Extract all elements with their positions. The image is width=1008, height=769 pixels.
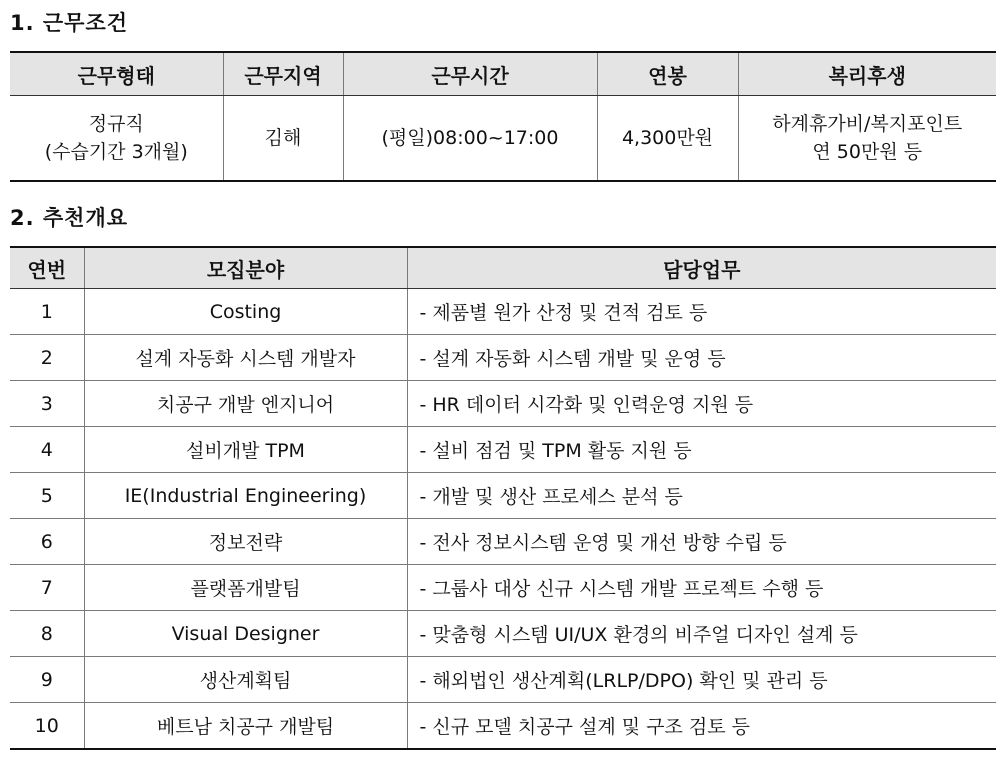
work-location: 김해 — [223, 96, 343, 182]
serial-number: 6 — [10, 519, 84, 565]
table-row — [10, 381, 996, 427]
serial-number: 7 — [10, 565, 84, 611]
header-benefits: 복리후생 — [738, 52, 996, 96]
table-row — [10, 565, 996, 611]
duty-description: - 설계 자동화 시스템 개발 및 운영 등 — [407, 335, 996, 381]
table-row — [10, 657, 996, 703]
duty-description: - 설비 점검 및 TPM 활동 지원 등 — [407, 427, 996, 473]
duty-description: - 맞춤형 시스템 UI/UX 환경의 비주얼 디자인 설계 등 — [407, 611, 996, 657]
recruitment-field: 설비개발 TPM — [84, 427, 407, 473]
employment-type: 정규직 — [88, 113, 144, 135]
recruitment-field: 치공구 개발 엔지니어 — [84, 381, 407, 427]
serial-number: 2 — [10, 335, 84, 381]
employment-type-cell — [10, 96, 223, 182]
serial-number: 10 — [10, 703, 84, 750]
duty-description: - HR 데이터 시각화 및 인력운영 지원 등 — [407, 381, 996, 427]
duty-description: - 신규 모델 치공구 설계 및 구조 검토 등 — [407, 703, 996, 750]
recruitment-field: IE(Industrial Engineering) — [84, 473, 407, 519]
duty-description: - 해외법인 생산계획(LRLP/DPO) 확인 및 관리 등 — [407, 657, 996, 703]
recruitment-field: 설계 자동화 시스템 개발자 — [84, 335, 407, 381]
work-hours: (평일)08:00~17:00 — [343, 96, 597, 182]
recruitment-field: 정보전략 — [84, 519, 407, 565]
header-salary: 연봉 — [597, 52, 738, 96]
table-row — [10, 473, 996, 519]
serial-number: 8 — [10, 611, 84, 657]
header-work-location: 근무지역 — [223, 52, 343, 96]
header-work-hours: 근무시간 — [343, 52, 597, 96]
header-recruitment-field: 모집분야 — [84, 247, 407, 289]
serial-number: 5 — [10, 473, 84, 519]
table-row — [10, 289, 996, 335]
recruitment-field: Costing — [84, 289, 407, 335]
serial-number: 4 — [10, 427, 84, 473]
table-row — [10, 611, 996, 657]
working-conditions-table — [10, 51, 996, 182]
table-row — [10, 703, 996, 750]
header-employment-type: 근무형태 — [10, 52, 223, 96]
table-row — [10, 427, 996, 473]
benefits-cell — [738, 96, 996, 182]
header-duties: 담당업무 — [407, 247, 996, 289]
recruitment-field: 생산계획팀 — [84, 657, 407, 703]
benefits-line-1: 하계휴가비/복지포인트 — [772, 113, 963, 135]
table-row — [10, 335, 996, 381]
recruitment-field: 플랫폼개발팀 — [84, 565, 407, 611]
benefits-line-2: 연 50만원 등 — [812, 141, 923, 163]
table-row — [10, 519, 996, 565]
duty-description: - 전사 정보시스템 운영 및 개선 방향 수립 등 — [407, 519, 996, 565]
header-row — [10, 247, 996, 289]
recruitment-field: Visual Designer — [84, 611, 407, 657]
duty-description: - 그룹사 대상 신규 시스템 개발 프로젝트 수행 등 — [407, 565, 996, 611]
table-row — [10, 96, 996, 182]
serial-number: 3 — [10, 381, 84, 427]
section-1-heading: 1. 근무조건 — [10, 11, 129, 35]
recruitment-field: 베트남 치공구 개발팀 — [84, 703, 407, 750]
header-row — [10, 52, 996, 96]
serial-number: 1 — [10, 289, 84, 335]
duty-description: - 개발 및 생산 프로세스 분석 등 — [407, 473, 996, 519]
header-serial-number: 연번 — [10, 247, 84, 289]
salary: 4,300만원 — [597, 96, 738, 182]
section-2-heading: 2. 추천개요 — [10, 206, 129, 230]
recruitment-overview-table — [10, 246, 996, 750]
serial-number: 9 — [10, 657, 84, 703]
probation-period: (수습기간 3개월) — [44, 141, 188, 163]
duty-description: - 제품별 원가 산정 및 견적 검토 등 — [407, 289, 996, 335]
